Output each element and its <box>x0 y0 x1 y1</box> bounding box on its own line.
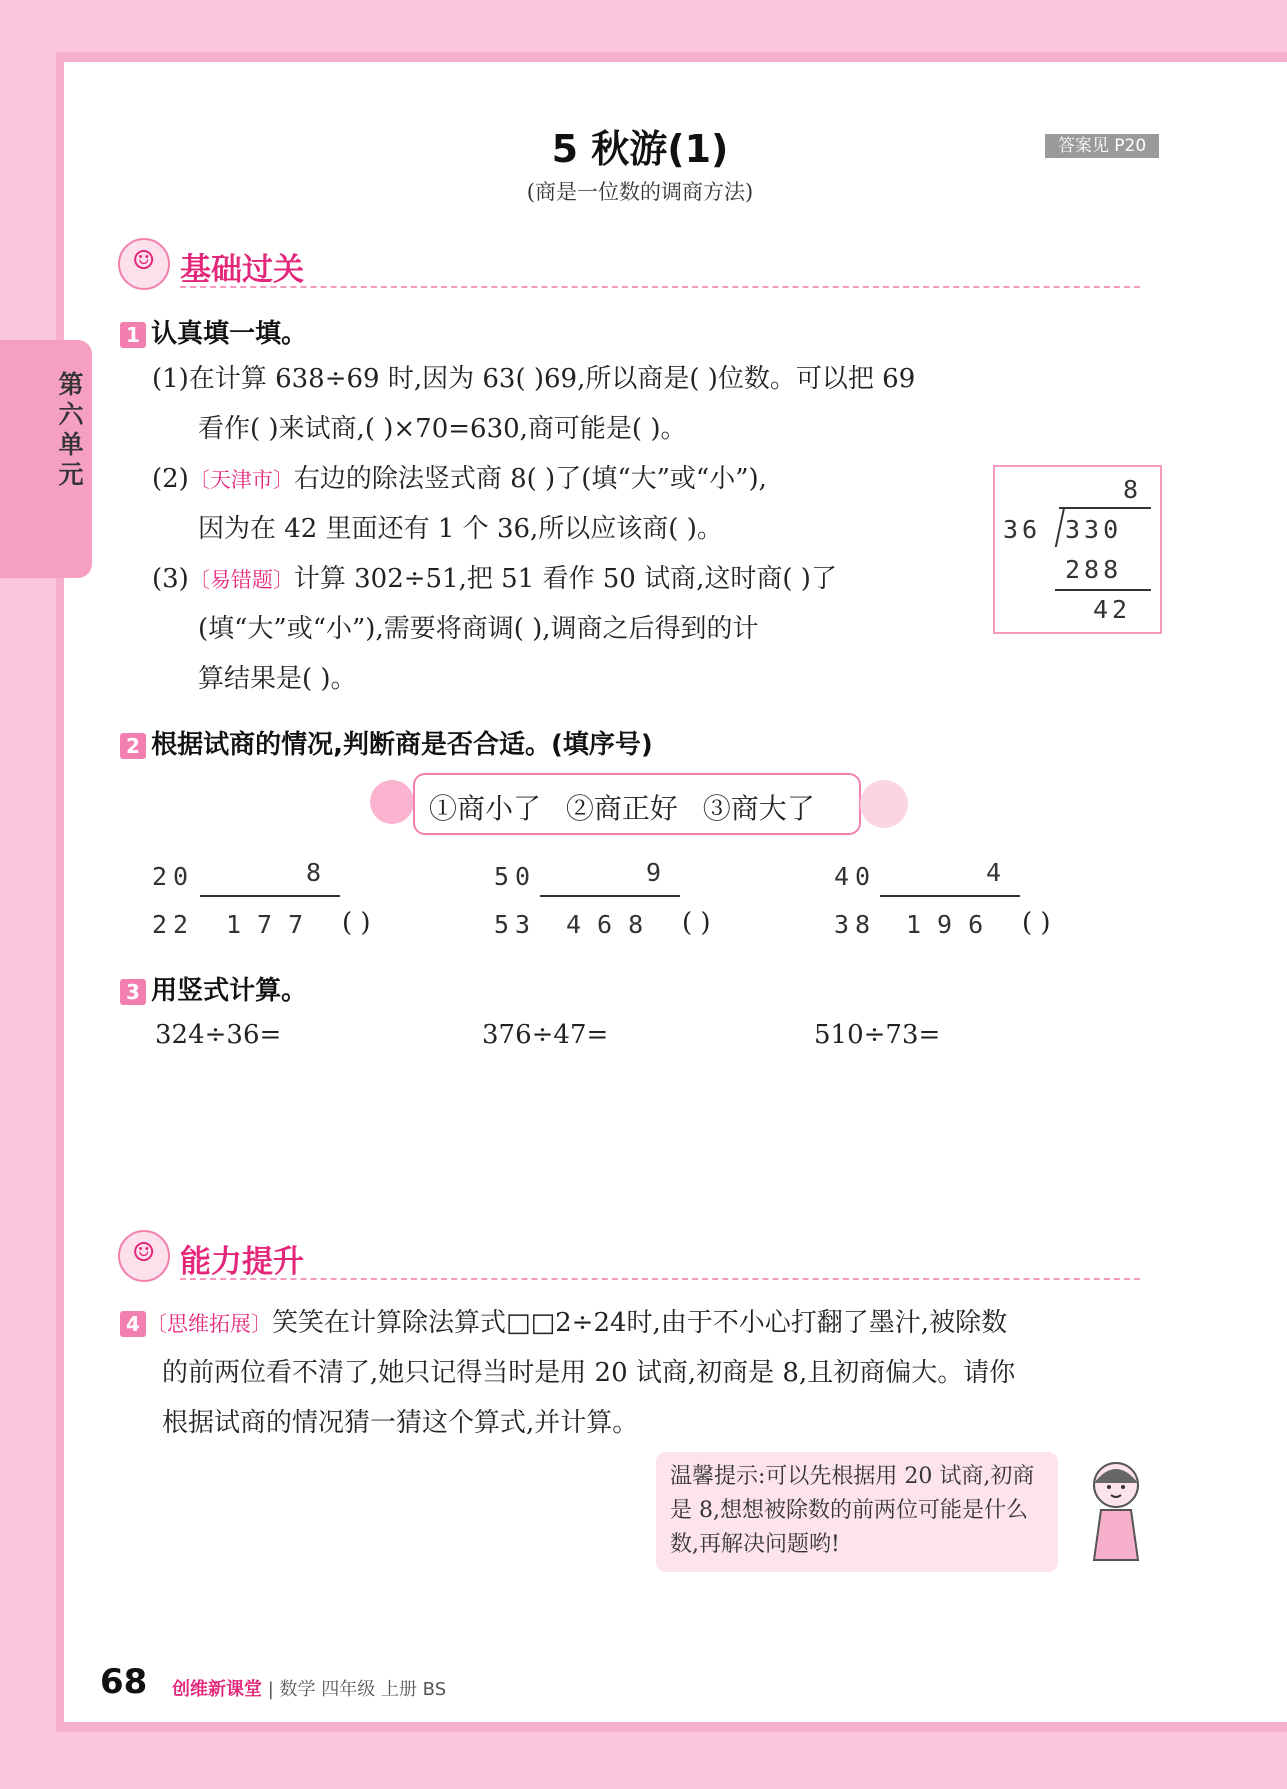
q3-item2: 376÷47= <box>482 1020 609 1050</box>
q1-part3-line3: 算结果是( )。 <box>198 664 357 694</box>
division-remainder: 42 <box>1093 595 1132 624</box>
division-quotient: 8 <box>1123 475 1143 504</box>
footer-info: 创维新课堂 | 数学 四年级 上册 BS <box>172 1679 447 1700</box>
q4-number: 4 <box>120 1311 146 1337</box>
q1-number: 1 <box>120 322 146 348</box>
q1-heading <box>120 313 307 350</box>
hint-text: 温馨提示:可以先根据用 20 试商,初商是 8,想想被除数的前两位可能是什么数,再解决问题哟! <box>670 1464 1035 1557</box>
q2-item2-divisor: 53 <box>494 910 537 939</box>
long-division-box <box>993 465 1162 634</box>
unit-side-tab <box>0 340 92 578</box>
q1-part2-text: 右边的除法竖式商 8( )了(填“大”或“小”), <box>293 464 767 494</box>
division-divisor: 36 <box>1003 515 1042 544</box>
q2-item3-bar <box>880 895 1020 897</box>
moon-icon <box>860 780 908 828</box>
lesson-title: 5 秋游(1) <box>551 127 729 171</box>
lesson-subtitle: (商是一位数的调商方法) <box>526 180 754 204</box>
q4-line2: 的前两位看不清了,她只记得当时是用 20 试商,初商是 8,且初商偏大。请你 <box>162 1358 1016 1388</box>
q2-item3-answer: ( ) <box>1022 908 1051 938</box>
q2-item2-dividend: 468 <box>566 910 660 939</box>
q3-title: 用竖式计算。 <box>151 976 308 1006</box>
q1-part3-line1 <box>152 558 837 595</box>
q2-item3-dividend: 196 <box>906 910 1000 939</box>
q1-part1-line1: (1)在计算 638÷69 时,因为 63( )69,所以商是( )位数。可以把 69 <box>152 364 916 394</box>
division-rule <box>1055 589 1151 591</box>
q2-legend-text: ①商小了 ②商正好 ③商大了 <box>429 792 815 825</box>
section-divider <box>180 286 1140 288</box>
section-basic-title: 基础过关 <box>180 252 304 288</box>
hint-box <box>656 1452 1058 1572</box>
q4-line1 <box>120 1302 1007 1339</box>
q2-item1-divisor: 22 <box>152 910 195 939</box>
q1-part2-line2: 因为在 42 里面还有 1 个 36,所以应该商( )。 <box>198 514 723 544</box>
q1-title: 认真填一填。 <box>151 319 308 349</box>
division-product: 288 <box>1065 555 1123 584</box>
q2-number: 2 <box>120 733 146 759</box>
q4-line3: 根据试商的情况猜一猜这个算式,并计算。 <box>162 1408 639 1438</box>
q1-part2-number: (2) <box>152 464 189 494</box>
q2-item2-quotient: 9 <box>646 858 662 887</box>
q1-part1-line2: 看作( )来试商,( )×70=630,商可能是( )。 <box>198 414 687 444</box>
q1-part3-tag: 〔易错题〕 <box>188 568 294 592</box>
q3-item1: 324÷36= <box>155 1020 282 1050</box>
footer-brand: 创维新课堂 <box>172 1679 262 1700</box>
sun-icon <box>370 780 414 824</box>
q2-item3-divisor: 38 <box>834 910 877 939</box>
section-advanced-title: 能力提升 <box>180 1244 304 1280</box>
q3-heading <box>120 970 307 1007</box>
q2-item1-answer: ( ) <box>342 908 371 938</box>
q2-heading <box>120 724 653 761</box>
q2-title: 根据试商的情况,判断商是否合适。(填序号) <box>151 730 653 760</box>
q3-number: 3 <box>120 979 146 1005</box>
q2-item2-bar <box>540 895 680 897</box>
division-dividend: 330 <box>1065 515 1123 544</box>
division-bar <box>1059 507 1151 509</box>
section-divider-2 <box>180 1278 1140 1280</box>
q2-item2-answer: ( ) <box>682 908 711 938</box>
q1-part3-number: (3) <box>152 564 189 594</box>
q1-part2-tag: 〔天津市〕 <box>188 468 294 492</box>
q1-part3-text: 计算 302÷51,把 51 看作 50 试商,这时商( )了 <box>293 564 837 594</box>
girl-mascot-icon <box>1076 1455 1156 1565</box>
q2-item3-quotient: 4 <box>986 858 1002 887</box>
mascot-icon-2 <box>118 1230 170 1282</box>
q2-legend <box>413 773 861 835</box>
q2-item1-bar <box>200 895 340 897</box>
answer-reference-tag: 答案见 P20 <box>1045 134 1159 158</box>
q4-tag: 〔思维拓展〕 <box>146 1312 272 1336</box>
footer-book-info: 数学 四年级 上册 BS <box>279 1679 447 1700</box>
q2-item3-trial: 40 <box>834 862 877 891</box>
q2-item1-trial: 20 <box>152 862 195 891</box>
q3-item3: 510÷73= <box>814 1020 941 1050</box>
unit-label: 第六单元 <box>58 370 84 489</box>
page-number: 68 <box>100 1662 148 1702</box>
mascot-icon <box>118 238 170 290</box>
q2-item1-dividend: 177 <box>226 910 320 939</box>
q2-item1-quotient: 8 <box>306 858 322 887</box>
q2-item2-trial: 50 <box>494 862 537 891</box>
q4-text1: 笑笑在计算除法算式□□2÷24时,由于不小心打翻了墨汁,被除数 <box>272 1308 1008 1338</box>
division-bracket <box>1055 507 1066 547</box>
q1-part2-line1 <box>152 458 767 495</box>
q1-part3-line2: (填“大”或“小”),需要将商调( ),调商之后得到的计 <box>198 614 759 644</box>
